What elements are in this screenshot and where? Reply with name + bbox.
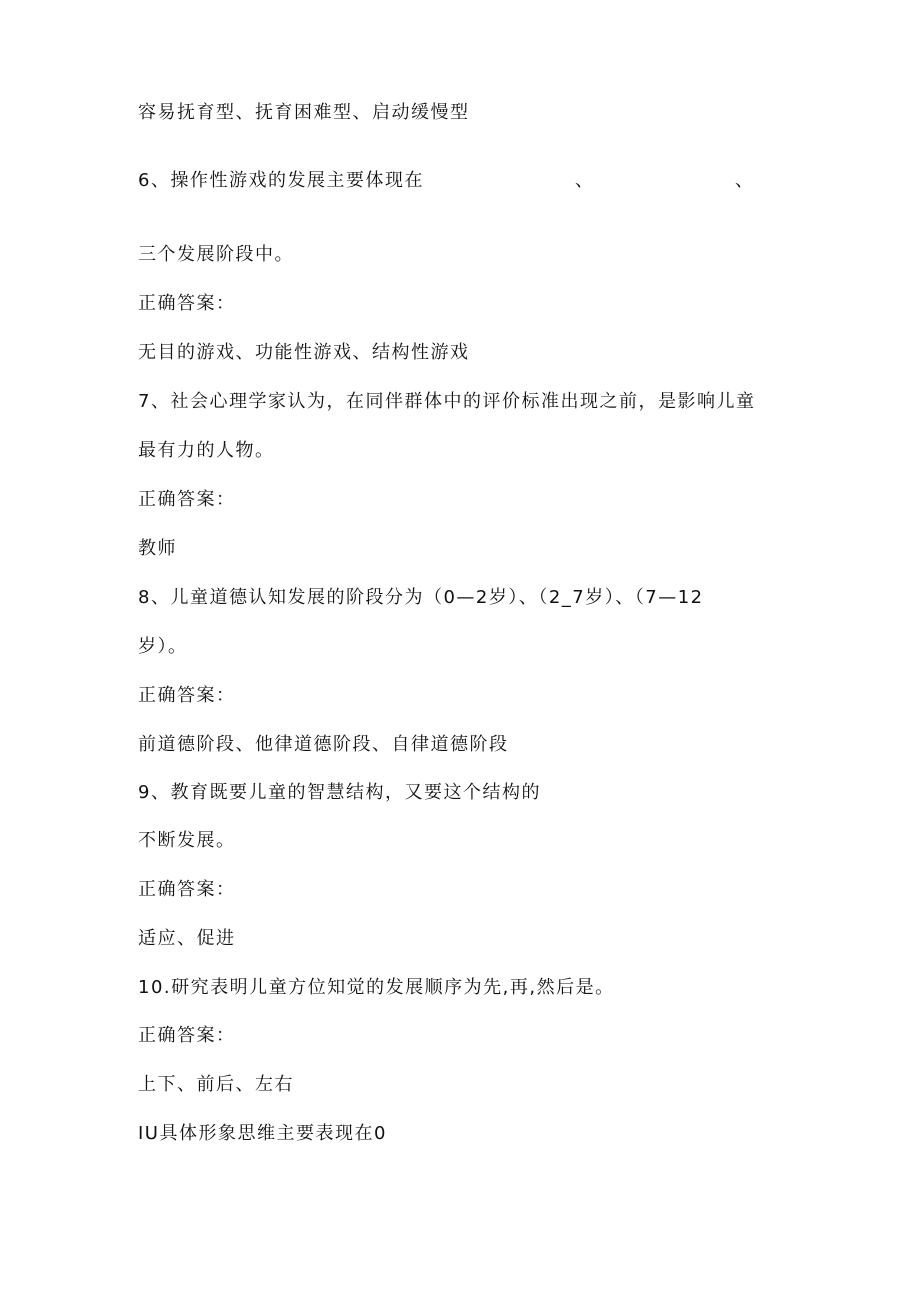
- question-9-continued: 不断发展。: [138, 830, 236, 851]
- question-7-text: 7、社会心理学家认为，在同伴群体中的评价标准出现之前，是影响儿童: [138, 391, 756, 412]
- blank-separator-2: 、: [735, 170, 753, 191]
- answer-label-q7: 正确答案：: [138, 489, 236, 510]
- answer-text-q9: 适应、促进: [138, 928, 236, 949]
- answer-text-q7: 教师: [138, 538, 177, 559]
- question-6-continued: 三个发展阶段中。: [138, 244, 294, 265]
- answer-label-q6: 正确答案：: [138, 293, 236, 314]
- question-9-text: 9、教育既要儿童的智慧结构，又要这个结构的: [138, 782, 541, 803]
- answer-label-q8: 正确答案：: [138, 685, 236, 706]
- question-7-continued: 最有力的人物。: [138, 440, 275, 461]
- answer-label-q10: 正确答案：: [138, 1025, 236, 1046]
- question-8-continued: 岁）。: [138, 636, 188, 657]
- answer-text-q10: 上下、前后、左右: [138, 1074, 294, 1095]
- question-8-text: 8、儿童道德认知发展的阶段分为（0—2岁）、（2_7岁）、（7—12: [138, 587, 704, 608]
- question-11-text: IU具体形象思维主要表现在0: [138, 1123, 387, 1144]
- question-10-text: 10.研究表明儿童方位知觉的发展顺序为先,再,然后是。: [138, 977, 615, 998]
- answer-text-q6: 无目的游戏、功能性游戏、结构性游戏: [138, 342, 470, 363]
- blank-separator-1: 、: [575, 170, 593, 191]
- answer-text-q8: 前道德阶段、他律道德阶段、自律道德阶段: [138, 734, 509, 755]
- answer-label-q9: 正确答案：: [138, 879, 236, 900]
- question-6-text: 6、操作性游戏的发展主要体现在: [138, 170, 424, 191]
- answer-text-q5: 容易抚育型、抚育困难型、启动缓慢型: [138, 102, 470, 123]
